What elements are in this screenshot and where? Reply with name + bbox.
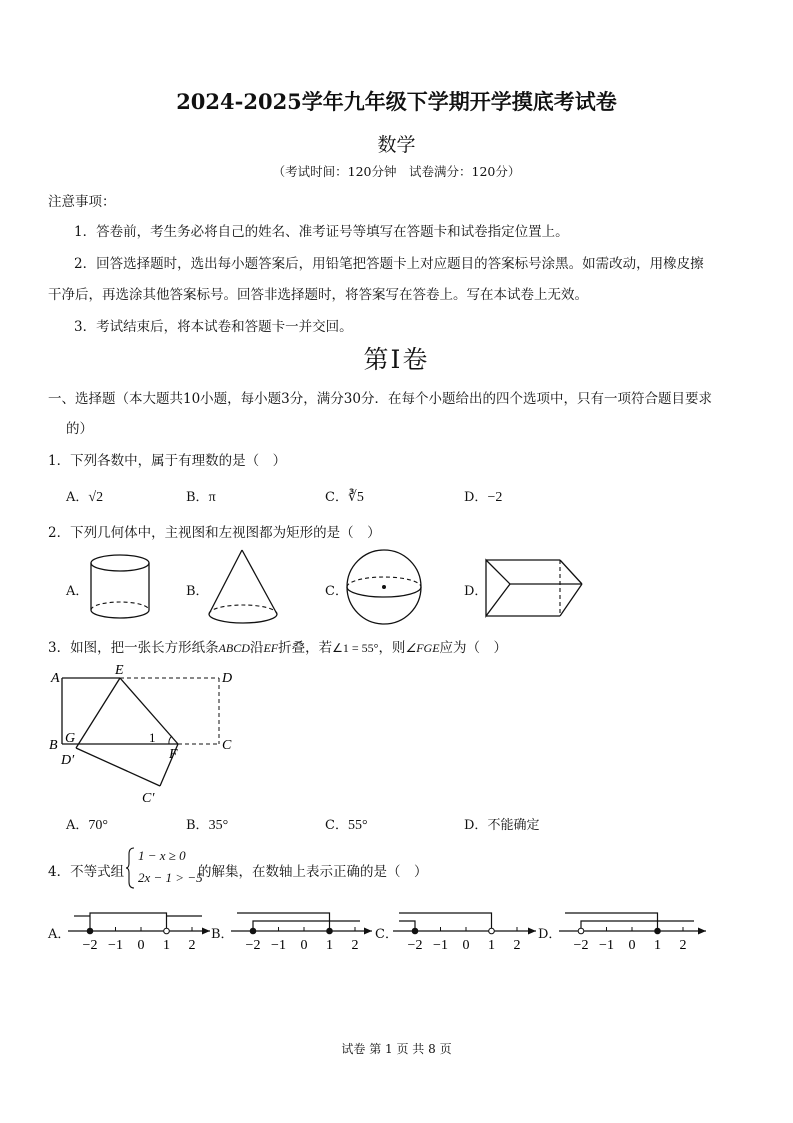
q1-option-d: D．−2 (464, 490, 503, 505)
tick-label: 2 (351, 938, 359, 953)
q3-option-b: B．35° (186, 818, 229, 833)
tick-label: −1 (271, 938, 286, 953)
label-f: F (169, 747, 178, 762)
q2-option-c-label: C． (325, 584, 348, 599)
label-c-prime: C′ (142, 791, 155, 806)
q4-option-c-label: C． (375, 927, 398, 942)
tick-label: −1 (433, 938, 448, 953)
question-2-stem: 2．下列几何体中，主视图和左视图都为矩形的是（ ） (48, 525, 381, 541)
question-4-stem-post: 的解集，在数轴上表示正确的是（ ） (198, 864, 428, 880)
endpoint-1 (655, 928, 661, 934)
tick-label: 0 (462, 938, 470, 953)
endpoint-minus-2 (250, 928, 256, 934)
tick-label: 0 (628, 938, 636, 953)
q2-option-b-label: B． (186, 584, 209, 599)
system-line-2: 2x − 1 > −5 (138, 870, 203, 885)
q1-option-a: A．√2 (66, 490, 104, 505)
q3-option-d: D．不能确定 (464, 818, 540, 833)
endpoint-1 (164, 928, 170, 934)
tick-label: −1 (108, 938, 123, 953)
label-g: G (65, 731, 76, 746)
tick-label: 0 (300, 938, 308, 953)
label-c: C (222, 738, 232, 753)
tick-label: −2 (245, 938, 261, 953)
tick-label: 1 (326, 938, 333, 953)
endpoint-1 (489, 928, 495, 934)
notice-item-2-cont: 干净后，再选涂其他答案标号。回答非选择题时，将答案写在答卷上。写在本试卷上无效。 (48, 287, 588, 303)
tick-label: 2 (513, 938, 521, 953)
notice-item-2: 2．回答选择题时，选出每小题答案后，用铅笔把答题卡上对应题目的答案标号涂黑。如需改动，用橡皮擦 (74, 256, 704, 272)
tick-label: 1 (163, 938, 170, 953)
q4-option-a-label: A． (48, 927, 71, 942)
tick-label: 1 (654, 938, 661, 953)
subject-title: 数学 (377, 134, 416, 156)
volume-title: 第Ⅰ卷 (363, 345, 430, 374)
q1-option-c: C．∛5 (325, 490, 364, 505)
exam-title: 2024-2025学年九年级下学期开学摸底考试卷 (176, 89, 617, 114)
tick-label: 2 (188, 938, 196, 953)
tick-label: −1 (599, 938, 614, 953)
label-a: A (51, 671, 60, 686)
label-d-prime: D′ (61, 753, 75, 768)
tick-label: −2 (573, 938, 589, 953)
label-angle-1: 1 (149, 730, 156, 745)
q3-option-c: C．55° (325, 818, 368, 833)
question-1-stem: 1．下列各数中，属于有理数的是（ ） (48, 453, 287, 469)
tick-label: 1 (488, 938, 495, 953)
endpoint-minus-2 (412, 928, 418, 934)
label-d: D (222, 671, 233, 686)
number-line-a (68, 913, 210, 953)
section1-heading: 一、选择题（本大题共10小题，每小题3分，满分30分．在每个小题给出的四个选项中，只有一项符合题目要求 (48, 391, 712, 407)
number-line-c (393, 913, 536, 953)
exam-info: （考试时间：120分钟 试卷满分：120分） (272, 164, 521, 179)
endpoint-minus-2 (87, 928, 93, 934)
notice-item-1: 1．答卷前，考生务必将自己的姓名、准考证号等填写在答题卡和试卷指定位置上。 (74, 224, 569, 240)
tick-label: 2 (679, 938, 687, 953)
page-footer: 试卷 第 1 页 共 8 页 (341, 1042, 452, 1056)
notice-item-3: 3．考试结束后，将本试卷和答题卡一并交回。 (74, 319, 353, 335)
section1-heading-cont: 的） (66, 421, 93, 437)
tick-label: −2 (407, 938, 423, 953)
q3-option-a: A．70° (66, 818, 108, 833)
label-e: E (115, 663, 124, 678)
label-b: B (49, 738, 58, 753)
tick-label: 0 (137, 938, 145, 953)
number-line-d (559, 913, 706, 953)
q4-option-b-label: B． (211, 927, 234, 942)
number-line-b (231, 913, 372, 953)
endpoint-1 (327, 928, 333, 934)
q1-option-b: B．π (186, 490, 216, 505)
endpoint-minus-2 (578, 928, 584, 934)
tick-label: −2 (82, 938, 98, 953)
question-3-stem: 3．如图，把一张长方形纸条ABCD沿EF折叠，若∠1 = 55°，则∠FGE应为（ ） (48, 640, 508, 656)
question-4-stem-pre: 4．不等式组 (48, 864, 125, 880)
notice-heading: 注意事项： (48, 194, 116, 210)
q4-option-d-label: D． (538, 927, 562, 942)
q2-option-a-label: A． (66, 584, 89, 599)
q2-option-d-label: D． (464, 584, 488, 599)
system-line-1: 1 − x ≥ 0 (138, 848, 186, 863)
